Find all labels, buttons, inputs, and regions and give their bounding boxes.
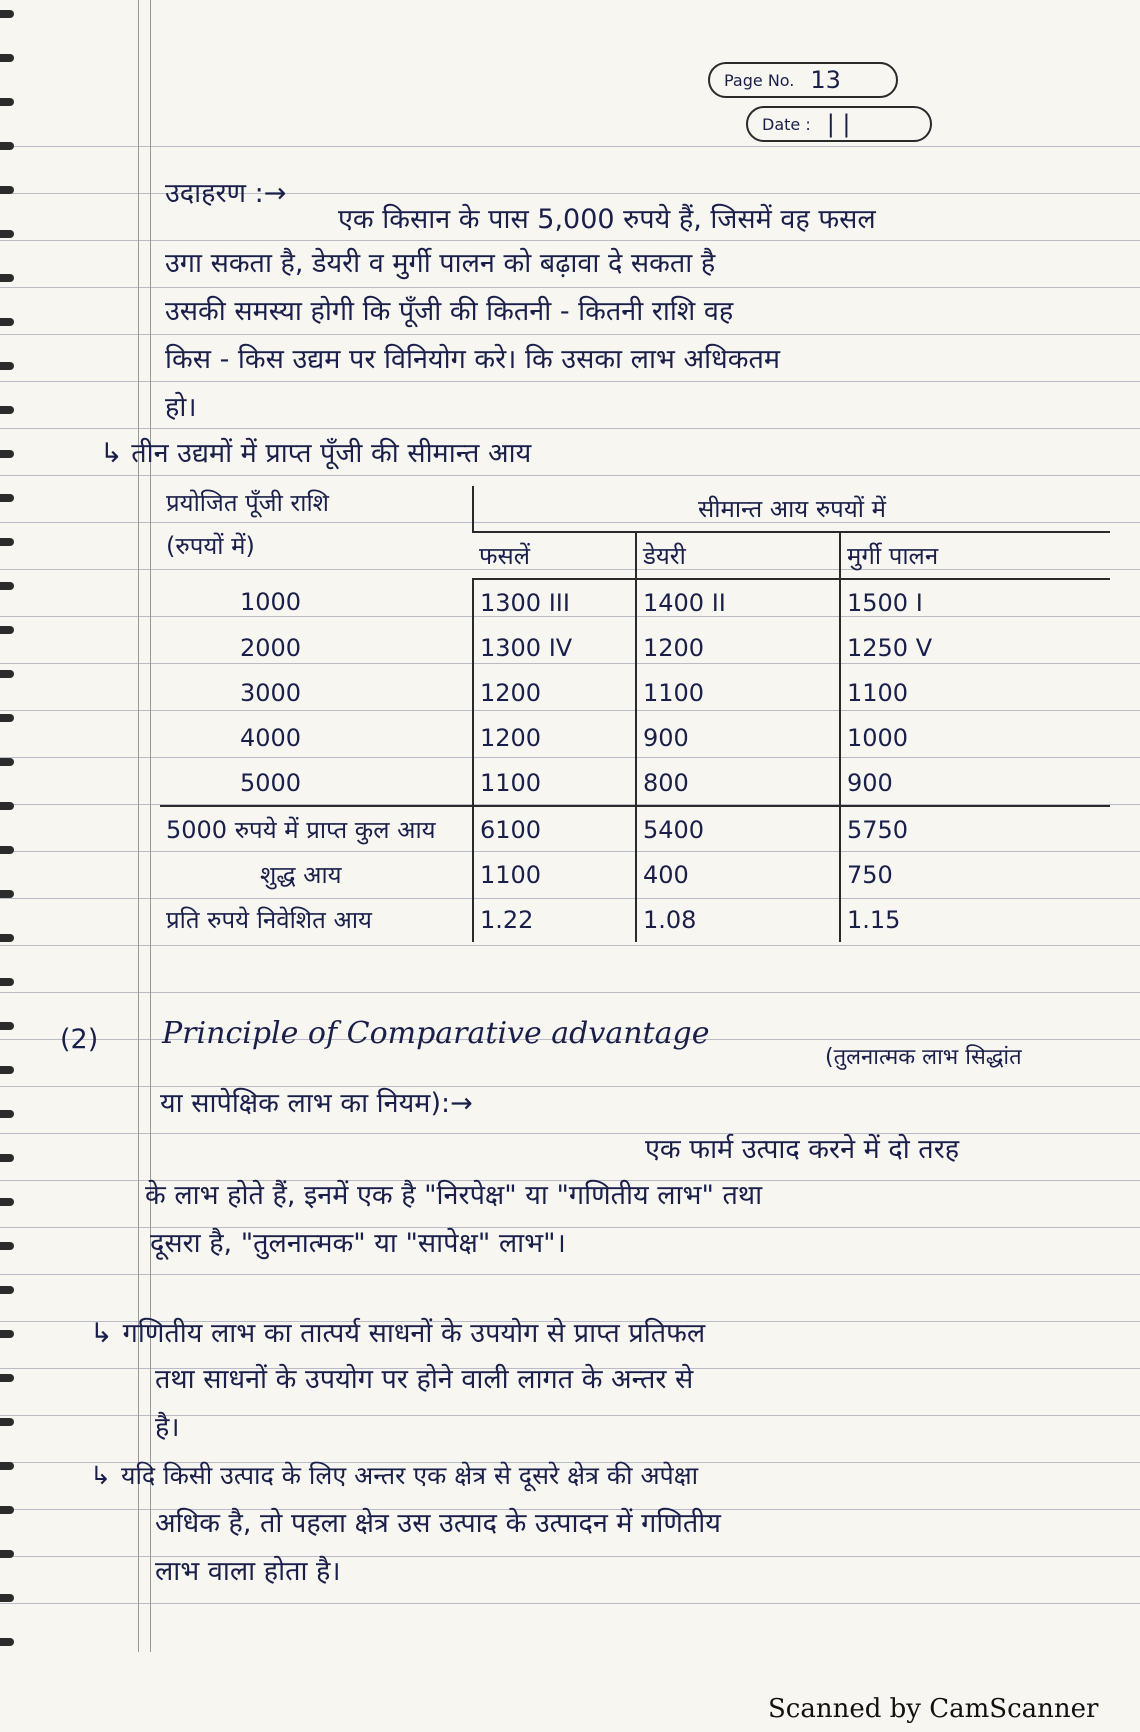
ruled-line xyxy=(0,146,1140,147)
principle-title-hi-2: या सापेक्षिक लाभ का नियम):→ xyxy=(160,1088,473,1119)
crops-cell: 6100 xyxy=(473,806,636,852)
ruled-line xyxy=(0,1133,1140,1134)
spiral-ring xyxy=(0,890,14,898)
ruled-line xyxy=(0,1274,1140,1275)
spiral-ring xyxy=(0,1154,14,1162)
bullet-2 xyxy=(90,1460,698,1492)
spiral-ring xyxy=(0,318,14,326)
principle-para-2: के लाभ होते हैं, इनमें एक है "निरपेक्ष" या "गणितीय लाभ" तथा xyxy=(145,1180,763,1211)
example-line-3: उसकी समस्या होगी कि पूँजी की कितनी - कितनी राशि वह xyxy=(165,296,734,327)
dairy-cell: 5400 xyxy=(636,806,840,852)
dairy-cell: 1100 xyxy=(636,670,840,715)
spiral-ring xyxy=(0,1022,14,1030)
example-subheading: ↳ तीन उद्यमों में प्राप्त पूँजी की सीमान्त आय xyxy=(100,438,532,469)
dairy-cell: 1.08 xyxy=(636,897,840,942)
principle-number: (2) xyxy=(60,1024,99,1055)
crops-cell: 1100 xyxy=(473,852,636,897)
poultry-cell: 1500 I xyxy=(840,579,1110,625)
capital-header-line2: (रुपयों में) xyxy=(166,532,255,560)
bullet-1-line-1: गणितीय लाभ का तात्पर्य साधनों के उपयोग से प्राप्त प्रतिफल xyxy=(122,1318,706,1349)
poultry-cell: 5750 xyxy=(840,806,1110,852)
spiral-ring xyxy=(0,978,14,986)
spiral-ring xyxy=(0,582,14,590)
spiral-ring xyxy=(0,362,14,370)
example-line-4: किस - किस उद्यम पर विनियोग करे। कि उसका लाभ अधिकतम xyxy=(165,344,780,375)
ruled-line xyxy=(0,992,1140,993)
date-label: Date : xyxy=(762,114,811,134)
poultry-cell: 750 xyxy=(840,852,1110,897)
spiral-ring xyxy=(0,1286,14,1294)
capital-cell: 5000 xyxy=(240,768,302,797)
bullet-1-line-3: है। xyxy=(155,1412,180,1443)
ruled-line xyxy=(0,381,1140,382)
spiral-ring xyxy=(0,1506,14,1514)
spiral-ring xyxy=(0,406,14,414)
poultry-cell: 1250 V xyxy=(840,625,1110,670)
ruled-line xyxy=(0,945,1140,946)
capital-cell: 4000 xyxy=(240,723,302,752)
spiral-ring xyxy=(0,450,14,458)
spiral-ring xyxy=(0,1198,14,1206)
ruled-line xyxy=(0,475,1140,476)
spiral-ring xyxy=(0,670,14,678)
total-row xyxy=(160,852,1110,897)
poultry-cell: 1100 xyxy=(840,670,1110,715)
date-box xyxy=(746,106,932,142)
total-row xyxy=(160,806,1110,852)
spiral-ring xyxy=(0,538,14,546)
spiral-ring xyxy=(0,626,14,634)
total-row xyxy=(160,897,1110,942)
dairy-cell: 900 xyxy=(636,715,840,760)
example-line-2: उगा सकता है, डेयरी व मुर्गी पालन को बढ़ावा दे सकता है xyxy=(165,248,716,279)
crops-cell: 1300 IV xyxy=(473,625,636,670)
table-row xyxy=(160,715,1110,760)
example-line-1: एक किसान के पास 5,000 रुपये हैं, जिसमें वह फसल xyxy=(338,204,876,235)
dairy-cell: 800 xyxy=(636,760,840,806)
spiral-ring xyxy=(0,714,14,722)
spiral-ring xyxy=(0,230,14,238)
crops-cell: 1200 xyxy=(473,715,636,760)
capital-cell: 1000 xyxy=(240,588,302,616)
capital-header-line1: प्रयोजित पूँजी राशि xyxy=(166,489,329,517)
spiral-ring xyxy=(0,274,14,282)
marginal-income-header: सीमान्त आय रुपयों में xyxy=(473,486,1110,532)
bullet-arrow-icon: ↳ xyxy=(90,1461,111,1490)
page-no-label: Page No. xyxy=(724,70,795,90)
crops-cell: 1.22 xyxy=(473,897,636,942)
spiral-ring xyxy=(0,54,14,62)
col-header-poultry: मुर्गी पालन xyxy=(840,532,1110,579)
margin-line xyxy=(138,0,139,1652)
marginal-income-table xyxy=(160,486,1110,942)
spiral-ring xyxy=(0,186,14,194)
table-row xyxy=(160,579,1110,625)
crops-cell: 1100 xyxy=(473,760,636,806)
total-label-cell: 5000 रुपये में प्राप्त कुल आय xyxy=(160,806,473,852)
ruled-line xyxy=(0,240,1140,241)
bullet-arrow-icon: ↳ xyxy=(90,1318,113,1349)
page-no-value: 13 xyxy=(810,66,841,94)
bullet-2-line-1: यदि किसी उत्पाद के लिए अन्तर एक क्षेत्र से दूसरे क्षेत्र की अपेक्षा xyxy=(120,1461,699,1490)
spiral-ring xyxy=(0,1330,14,1338)
spiral-ring xyxy=(0,1242,14,1250)
col-header-crops: फसलें xyxy=(473,532,636,579)
crops-cell: 1200 xyxy=(473,670,636,715)
spiral-ring xyxy=(0,1418,14,1426)
ruled-line xyxy=(0,428,1140,429)
poultry-cell: 900 xyxy=(840,760,1110,806)
page-no-box xyxy=(708,62,898,98)
bullet-2-line-3: लाभ वाला होता है। xyxy=(155,1556,341,1587)
ruled-line xyxy=(0,334,1140,335)
spiral-ring xyxy=(0,934,14,942)
spiral-ring xyxy=(0,1594,14,1602)
poultry-cell: 1000 xyxy=(840,715,1110,760)
ruled-line xyxy=(0,1603,1140,1604)
bullet-1-line-2: तथा साधनों के उपयोग पर होने वाली लागत के अन्तर से xyxy=(155,1364,694,1395)
bullet-2-line-2: अधिक है, तो पहला क्षेत्र उस उत्पाद के उत्पादन में गणितीय xyxy=(155,1508,721,1539)
spiral-ring xyxy=(0,802,14,810)
dairy-cell: 1200 xyxy=(636,625,840,670)
principle-para-1: एक फार्म उत्पाद करने में दो तरह xyxy=(645,1134,960,1165)
date-value: | | xyxy=(826,110,851,138)
spiral-ring xyxy=(0,10,14,18)
capital-cell: 2000 xyxy=(240,633,302,662)
principle-para-3: दूसरा है, "तुलनात्मक" या "सापेक्ष" लाभ"। xyxy=(150,1228,566,1259)
ruled-line xyxy=(0,1086,1140,1087)
spiral-ring xyxy=(0,1638,14,1646)
spiral-ring xyxy=(0,1462,14,1470)
dairy-cell: 1400 II xyxy=(636,579,840,625)
example-heading: उदाहरण :→ xyxy=(165,178,287,209)
dairy-cell: 400 xyxy=(636,852,840,897)
table-row xyxy=(160,625,1110,670)
principle-title-hi: (तुलनात्मक लाभ सिद्धांत xyxy=(825,1045,1022,1070)
total-label-cell: प्रति रुपये निवेशित आय xyxy=(166,906,372,934)
poultry-cell: 1.15 xyxy=(840,897,1110,942)
scanner-watermark: Scanned by CamScanner xyxy=(768,1694,1099,1724)
spiral-ring xyxy=(0,1066,14,1074)
spiral-ring xyxy=(0,846,14,854)
spiral-ring xyxy=(0,1374,14,1382)
total-label-cell: शुद्ध आय xyxy=(260,861,342,889)
crops-cell: 1300 III xyxy=(473,579,636,625)
spiral-ring xyxy=(0,758,14,766)
table-row xyxy=(160,670,1110,715)
table-row xyxy=(160,760,1110,806)
margin-line-inner xyxy=(150,0,151,1652)
capital-header xyxy=(160,486,473,579)
spiral-ring xyxy=(0,98,14,106)
col-header-dairy: डेयरी xyxy=(636,532,840,579)
spiral-ring xyxy=(0,1550,14,1558)
spiral-ring xyxy=(0,1110,14,1118)
spiral-ring xyxy=(0,494,14,502)
example-line-5: हो। xyxy=(165,392,197,423)
bullet-1 xyxy=(90,1318,705,1350)
ruled-line xyxy=(0,287,1140,288)
capital-cell: 3000 xyxy=(240,678,302,707)
spiral-ring xyxy=(0,142,14,150)
principle-title-en: Principle of Comparative advantage xyxy=(162,1016,710,1051)
